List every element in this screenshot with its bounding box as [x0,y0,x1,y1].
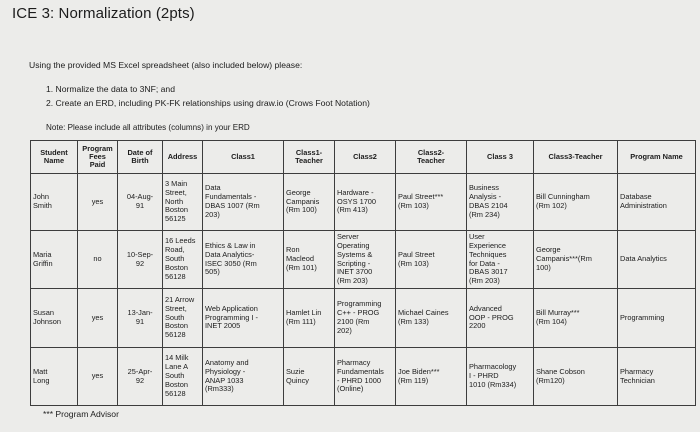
cell-class3-teacher: Bill Cunningham (Rm 102) [534,174,618,231]
header-class1-teacher: Class1- Teacher [284,141,335,174]
table-row [31,174,696,231]
instruction-step: 1. Normalize the data to 3NF; and [46,84,175,94]
cell-class2-teacher: Paul Street*** (Rm 103) [396,174,467,231]
cell-class3: Business Analysis - DBAS 2104 (Rm 234) [467,174,534,231]
cell-address: 3 Main Street, North Boston 56125 [163,174,203,231]
cell-student-name: Susan Johnson [31,289,78,348]
unnormalized-spreadsheet-table [30,140,696,406]
cell-class1: Anatomy and Physiology - ANAP 1033 (Rm333) [203,348,284,406]
cell-fees-paid: yes [78,174,118,231]
note-text: Note: Please include all attributes (columns) in your ERD [46,123,250,132]
cell-student-name: Maria Griffin [31,231,78,289]
cell-class2-teacher: Michael Caines (Rm 133) [396,289,467,348]
cell-class3: Pharmacology I - PHRD 1010 (Rm334) [467,348,534,406]
cell-class1: Data Fundamentals - DBAS 1007 (Rm 203) [203,174,284,231]
header-program-name: Program Name [618,141,696,174]
cell-fees-paid: no [78,231,118,289]
instruction-step: 2. Create an ERD, including PK-FK relationships using draw.io (Crows Foot Notation) [46,98,370,108]
header-date-of-birth: Date of Birth [118,141,163,174]
cell-address: 14 Milk Lane A South Boston 56128 [163,348,203,406]
cell-student-name: John Smith [31,174,78,231]
cell-class1-teacher: Suzie Quincy [284,348,335,406]
footer-legend: *** Program Advisor [43,409,119,419]
cell-class3: Advanced OOP - PROG 2200 [467,289,534,348]
cell-class1-teacher: Ron Macleod (Rm 101) [284,231,335,289]
cell-class3-teacher: George Campanis***(Rm 100) [534,231,618,289]
table-row [31,348,696,406]
cell-class2: Pharmacy Fundamentals - PHRD 1000 (Online) [335,348,396,406]
cell-class1: Ethics & Law in Data Analytics- ISEC 3050 (Rm 505) [203,231,284,289]
cell-address: 21 Arrow Street, South Boston 56128 [163,289,203,348]
cell-class2-teacher: Joe Biden*** (Rm 119) [396,348,467,406]
header-row [31,141,696,174]
cell-date-of-birth: 25-Apr- 92 [118,348,163,406]
header-class1: Class1 [203,141,284,174]
cell-class3: User Experience Techniques for Data - DBAS 3017 (Rm 203) [467,231,534,289]
cell-date-of-birth: 13-Jan- 91 [118,289,163,348]
header-class3: Class 3 [467,141,534,174]
cell-student-name: Matt Long [31,348,78,406]
header-student-name: Student Name [31,141,78,174]
header-class2-teacher: Class2- Teacher [396,141,467,174]
cell-class1-teacher: George Campanis (Rm 100) [284,174,335,231]
instruction-list [46,82,370,110]
cell-class2: Programming C++ - PROG 2100 (Rm 202) [335,289,396,348]
cell-program-name: Database Administration [618,174,696,231]
cell-class2: Server Operating Systems & Scripting - INET 3700 (Rm 203) [335,231,396,289]
cell-program-name: Data Analytics [618,231,696,289]
table-row [31,231,696,289]
header-program-fees-paid: Program Fees Paid [78,141,118,174]
header-class3-teacher: Class3-Teacher [534,141,618,174]
cell-date-of-birth: 10-Sep- 92 [118,231,163,289]
cell-class1-teacher: Hamlet Lin (Rm 111) [284,289,335,348]
cell-class2: Hardware - OSYS 1700 (Rm 413) [335,174,396,231]
cell-class3-teacher: Bill Murray*** (Rm 104) [534,289,618,348]
cell-program-name: Programming [618,289,696,348]
intro-text: Using the provided MS Excel spreadsheet (also included below) please: [29,60,303,70]
cell-class3-teacher: Shane Cobson (Rm120) [534,348,618,406]
table-row [31,289,696,348]
cell-class2-teacher: Paul Street (Rm 103) [396,231,467,289]
cell-fees-paid: yes [78,348,118,406]
cell-class1: Web Application Programming I - INET 2005 [203,289,284,348]
cell-date-of-birth: 04-Aug- 91 [118,174,163,231]
cell-address: 16 Leeds Road, South Boston 56128 [163,231,203,289]
cell-fees-paid: yes [78,289,118,348]
page-title: ICE 3: Normalization (2pts) [12,5,195,22]
header-address: Address [163,141,203,174]
cell-program-name: Pharmacy Technician [618,348,696,406]
header-class2: Class2 [335,141,396,174]
